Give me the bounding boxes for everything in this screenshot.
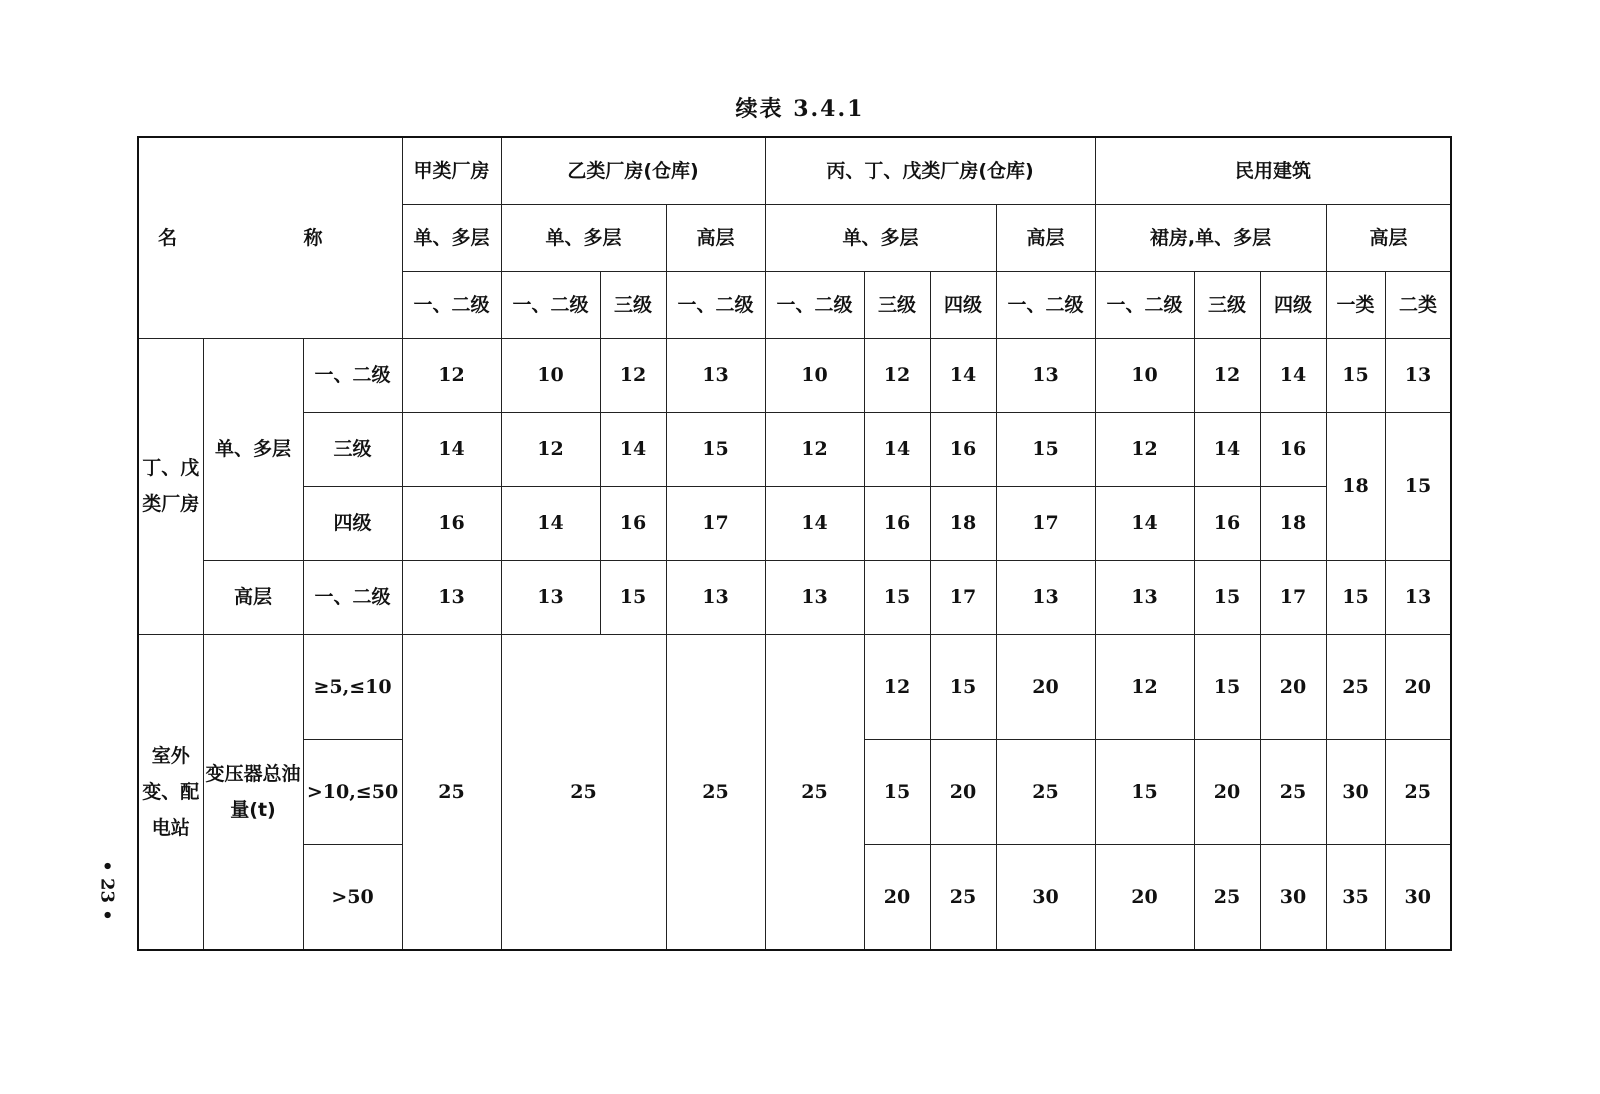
row-category-ding-wu: 丁、戊类厂房 [138,338,203,634]
row-grade: 一、二级 [303,338,402,412]
table-cell: 14 [930,338,996,412]
table-cell: 14 [1260,338,1326,412]
table-cell: 35 [1326,845,1385,950]
header-sub-bing-single: 单、多层 [765,204,996,271]
table-cell: 20 [864,845,930,950]
table-cell-merged: 25 [501,635,666,950]
table-cell: 12 [1095,635,1194,740]
table-cell: 30 [1385,845,1451,950]
row-range: >50 [303,845,402,950]
header-group-bing: 丙、丁、戊类厂房(仓库) [765,137,1095,204]
table-cell: 14 [600,412,666,486]
header-sub-jia-single: 单、多层 [402,204,501,271]
table-cell: 30 [1260,845,1326,950]
table-cell: 15 [1194,635,1260,740]
page-number [92,850,120,930]
table-cell: 15 [864,560,930,634]
header-sub-min-podium: 裙房,单、多层 [1095,204,1326,271]
row-grade: 三级 [303,412,402,486]
table-cell: 17 [1260,560,1326,634]
table-cell: 17 [666,486,765,560]
table-cell: 15 [1326,560,1385,634]
table-cell: 13 [996,560,1095,634]
table-cell: 18 [930,486,996,560]
grade-header: 一类 [1326,271,1385,338]
grade-header: 一、二级 [666,271,765,338]
grade-header: 四级 [930,271,996,338]
header-group-min: 民用建筑 [1095,137,1451,204]
table-cell: 13 [996,338,1095,412]
header-sub-bing-high: 高层 [996,204,1095,271]
table-cell: 25 [996,740,1095,845]
grade-header: 一、二级 [996,271,1095,338]
table-cell: 16 [1260,412,1326,486]
row-sub-single: 单、多层 [203,338,303,560]
grade-header: 一、二级 [501,271,600,338]
table-cell: 10 [1095,338,1194,412]
table-cell: 16 [600,486,666,560]
table-cell: 14 [1095,486,1194,560]
table-cell: 12 [864,635,930,740]
grade-header: 三级 [600,271,666,338]
table-cell: 25 [1194,845,1260,950]
table-cell: 30 [996,845,1095,950]
table-cell: 14 [864,412,930,486]
table-cell: 25 [1326,635,1385,740]
table-cell: 13 [666,560,765,634]
table-cell: 20 [930,740,996,845]
table-cell: 25 [1385,740,1451,845]
row-grade: 四级 [303,486,402,560]
table-cell: 12 [402,338,501,412]
table-cell: 12 [765,412,864,486]
table-cell: 25 [1260,740,1326,845]
grade-header: 二类 [1385,271,1451,338]
table-cell: 16 [864,486,930,560]
table-cell-merged: 25 [666,635,765,950]
table-cell: 13 [1385,560,1451,634]
header-group-yi: 乙类厂房(仓库) [501,137,765,204]
grade-header: 一、二级 [402,271,501,338]
table-cell: 15 [1326,338,1385,412]
table-cell: 13 [765,560,864,634]
table-cell: 12 [501,412,600,486]
table-cell: 20 [1385,635,1451,740]
header-group-jia: 甲类厂房 [402,137,501,204]
table-cell: 12 [600,338,666,412]
table-cell-merged: 15 [1385,412,1451,560]
table-cell: 15 [666,412,765,486]
table-cell: 20 [1260,635,1326,740]
table-cell: 18 [1260,486,1326,560]
table-cell: 12 [1194,338,1260,412]
header-sub-yi-single: 单、多层 [501,204,666,271]
row-range: >10,≤50 [303,740,402,845]
table-cell: 16 [930,412,996,486]
table-cell: 20 [1095,845,1194,950]
table-cell: 25 [930,845,996,950]
table-cell: 12 [864,338,930,412]
table-cell: 13 [666,338,765,412]
grade-header: 一、二级 [1095,271,1194,338]
grade-header: 四级 [1260,271,1326,338]
row-grade: 一、二级 [303,560,402,634]
page-number-text: • 23 • [96,860,118,921]
table-cell: 15 [1095,740,1194,845]
table-cell: 17 [996,486,1095,560]
table-cell: 10 [501,338,600,412]
table-cell: 14 [501,486,600,560]
row-sub-high: 高层 [203,560,303,634]
table-cell: 13 [501,560,600,634]
header-sub-min-high: 高层 [1326,204,1451,271]
table-cell-merged: 25 [402,635,501,950]
table-cell: 14 [1194,412,1260,486]
table-cell: 13 [402,560,501,634]
table-cell: 15 [864,740,930,845]
table-cell: 20 [1194,740,1260,845]
table-cell: 14 [765,486,864,560]
table-cell: 30 [1326,740,1385,845]
table-cell: 17 [930,560,996,634]
row-sub-oil: 变压器总油量(t) [203,635,303,950]
table-cell: 15 [600,560,666,634]
table-cell: 16 [402,486,501,560]
table-cell: 13 [1385,338,1451,412]
header-name: 名 称 [138,137,402,338]
table-cell: 15 [930,635,996,740]
table-cell: 16 [1194,486,1260,560]
table-cell: 20 [996,635,1095,740]
table-cell: 10 [765,338,864,412]
fire-distance-table [137,136,1452,951]
grade-header: 三级 [1194,271,1260,338]
table-cell: 15 [1194,560,1260,634]
table-cell-merged: 25 [765,635,864,950]
table-cell: 15 [996,412,1095,486]
row-range: ≥5,≤10 [303,635,402,740]
table-cell-merged: 18 [1326,412,1385,560]
grade-header: 一、二级 [765,271,864,338]
table-caption: 续表 3.4.1 [735,96,865,122]
table-cell: 14 [402,412,501,486]
header-sub-yi-high: 高层 [666,204,765,271]
grade-header: 三级 [864,271,930,338]
row-category-substation: 室外变、配电站 [138,635,203,950]
table-cell: 12 [1095,412,1194,486]
table-cell: 13 [1095,560,1194,634]
